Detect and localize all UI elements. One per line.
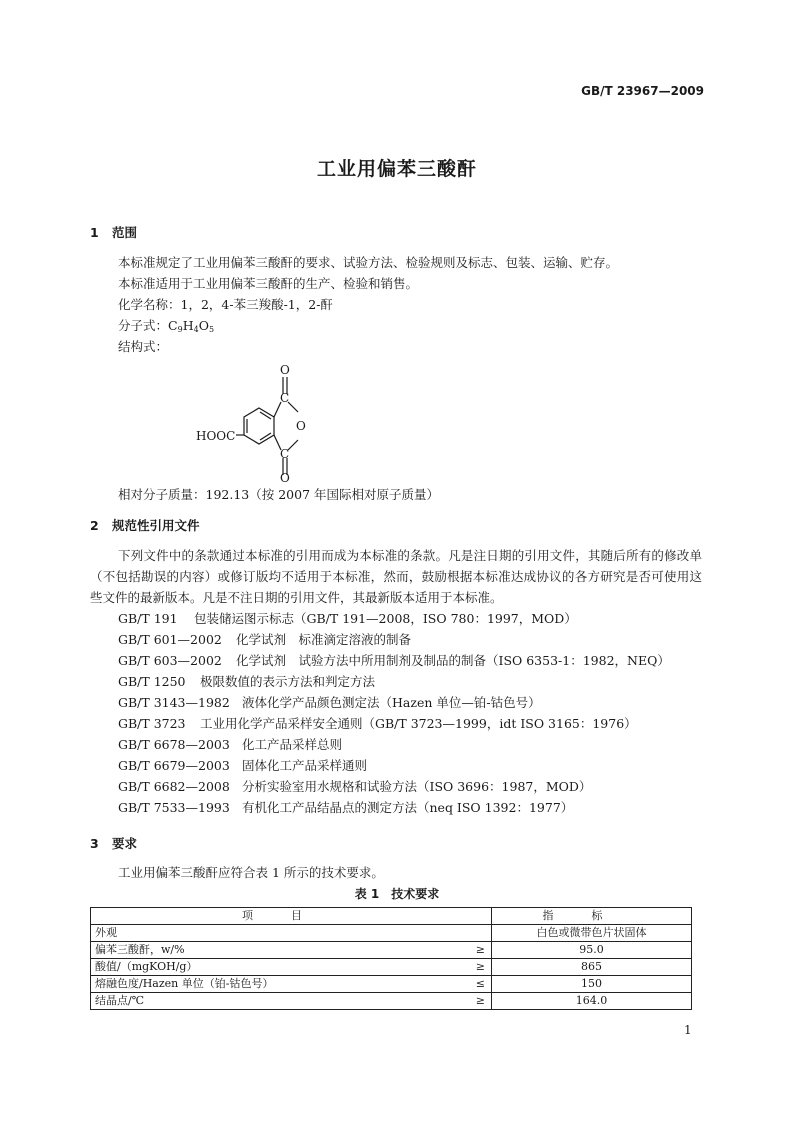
reference-item [118,713,670,734]
formula-c: C [168,318,178,333]
row-item [91,959,492,976]
formula-c-count: 9 [177,325,183,334]
header-value: 指标 [492,908,692,925]
reference-title: 液体化学产品颜色测定法（Hazen 单位—铂-钴色号） [242,695,541,710]
comparison-symbol: ≥ [475,960,485,973]
benzene-ring [244,408,274,444]
table-row [91,942,692,959]
comparison-symbol: ≤ [475,977,485,990]
row-value: 95.0 [492,942,692,959]
formula-o-count: 5 [208,325,215,334]
reference-title: 化工产品采样总则 [242,737,343,752]
reference-code: GB/T 1250 [118,674,186,689]
document-title: 工业用偏苯三酸酐 [316,158,477,180]
row-item [91,993,492,1010]
section-heading-normative [90,516,200,534]
reference-code: GB/T 603—2002 [118,653,222,668]
reference-item [118,629,670,650]
item-label: 外观 [95,926,117,939]
table-header-row [91,908,692,925]
section-heading-requirements [90,834,137,852]
section-number: 3 [90,836,99,851]
reference-item [118,692,670,713]
row-item [91,925,492,942]
formula-label: 分子式： [118,318,169,333]
table-row [91,925,692,942]
scope-line-2: 本标准适用于工业用偏苯三酸酐的生产、检验和销售。 [118,276,419,291]
reference-code: GB/T 6678—2003 [118,737,230,752]
reference-title: 化学试剂 试验方法中所用制剂及制品的制备（ISO 6353-1：1982，NEQ） [236,653,670,668]
row-item [91,976,492,993]
comparison-symbol: ≥ [475,943,485,956]
structure-label: 结构式： [118,339,169,354]
atom-c-top: C [280,391,290,405]
reference-list [118,608,670,818]
molecular-mass: 相对分子质量：192.13（按 2007 年国际相对原子质量） [118,487,439,502]
formula-o: O [198,318,209,333]
section-number: 2 [90,518,99,533]
reference-code: GB/T 7533—1993 [118,800,230,815]
standard-number: GB/T 23967—2009 [581,84,704,98]
reference-title: 工业用化学产品采样安全通则（GB/T 3723—1999，idt ISO 3165：1976） [200,716,637,731]
chemical-name: 化学名称：1，2，4-苯三羧酸-1，2-酐 [118,297,333,312]
section-title: 范围 [112,225,138,240]
section-heading-scope [90,223,137,241]
reference-title: 包装储运图示标志（GB/T 191—2008，ISO 780：1997，MOD） [194,611,577,626]
row-item [91,942,492,959]
table-row [91,976,692,993]
reference-item [118,650,670,671]
reference-title: 极限数值的表示方法和判定方法 [200,674,376,689]
requirements-table [90,907,692,1010]
item-label: 酸值/（mgKOH/g） [95,960,198,973]
reference-item [118,734,670,755]
page-number: 1 [684,1023,692,1037]
reference-title: 化学试剂 标准滴定溶液的制备 [236,632,412,647]
reference-item [118,755,670,776]
reference-item [118,797,670,818]
table-row [91,993,692,1010]
row-value: 164.0 [492,993,692,1010]
reference-item [118,671,670,692]
reference-title: 分析实验室用水规格和试验方法（ISO 3696：1987，MOD） [242,779,592,794]
atom-c-bottom: C [280,447,290,461]
reference-code: GB/T 601—2002 [118,632,222,647]
reference-code: GB/T 6679—2003 [118,758,230,773]
comparison-symbol: ≥ [475,994,485,1007]
structural-formula [186,358,326,482]
reference-code: GB/T 3723 [118,716,186,731]
reference-code: GB/T 6682—2008 [118,779,230,794]
header-item: 项目 [91,908,492,925]
normative-intro: 下列文件中的条款通过本标准的引用而成为本标准的条款。凡是注日期的引用文件，其随后所有的修改单（不包括勘误的内容）或修订版均不适用于本标准，然而，鼓励根据本标准达成协议的各方研究是否可使用这些文件的最新版本。凡是不注日期的引用文件，其最新版本适用于本标准。 [90,548,702,605]
table-caption: 表 1 技术要求 [354,887,440,901]
reference-item [118,608,670,629]
atom-o-ring: O [296,419,306,433]
row-value: 白色或微带色片状固体 [492,925,692,942]
row-value: 150 [492,976,692,993]
requirements-intro: 工业用偏苯三酸酐应符合表 1 所示的技术要求。 [118,865,384,880]
atom-o-bottom: O [280,471,290,482]
formula-h-count: 4 [193,325,199,334]
reference-title: 有机化工产品结晶点的测定方法（neq ISO 1392：1977） [242,800,574,815]
section-title: 规范性引用文件 [112,518,200,533]
atom-o-top: O [280,363,290,377]
item-label: 熔融色度/Hazen 单位（铂-钴色号） [95,977,274,990]
group-hooc: HOOC [196,429,236,443]
table-row [91,959,692,976]
reference-item [118,776,670,797]
item-label: 结晶点/℃ [95,994,145,1007]
reference-code: GB/T 191 [118,611,178,626]
row-value: 865 [492,959,692,976]
section-title: 要求 [112,836,138,851]
scope-line-1: 本标准规定了工业用偏苯三酸酐的要求、试验方法、检验规则及标志、包装、运输、贮存。 [118,255,619,270]
reference-code: GB/T 3143—1982 [118,695,230,710]
section-number: 1 [90,225,99,240]
formula-h: H [182,318,194,333]
item-label: 偏苯三酸酐，w/% [95,943,185,956]
reference-title: 固体化工产品采样通则 [242,758,368,773]
